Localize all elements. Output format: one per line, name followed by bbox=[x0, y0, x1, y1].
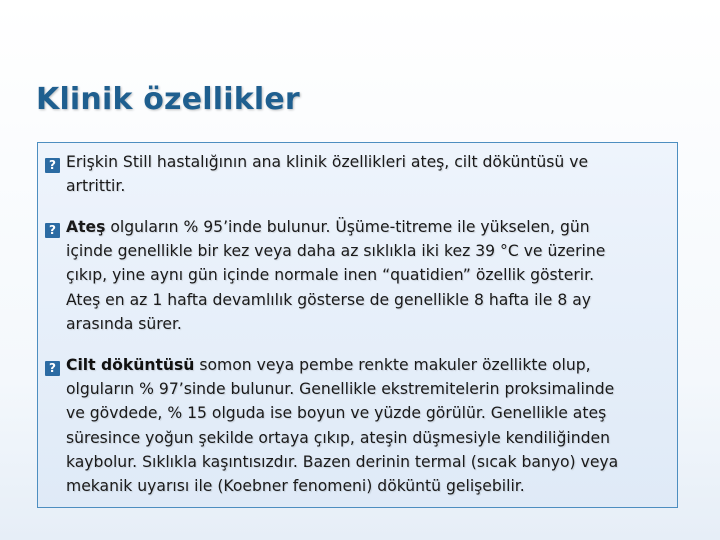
bullet-1 bbox=[45, 150, 669, 198]
bullet-2-keyword: Ateş bbox=[66, 218, 106, 236]
bullet-3-line-4: süresince yoğun şekilde ortaya çıkıp, ateşin düşmesiyle kendiliğinden bbox=[66, 428, 610, 447]
bullet-2-line-2: içinde genellikle bir kez veya daha az sıklıkla iki kez 39 °C ve üzerine bbox=[66, 242, 606, 261]
bullet-3-line-2: olguların % 97’sinde bulunur. Genellikle ekstremitelerin proksimalinde bbox=[66, 380, 615, 399]
bullet-marker-icon: ? bbox=[45, 361, 60, 376]
bullet-3-line-1: somon veya pembe renkte makuler özellikte olup, bbox=[194, 356, 591, 374]
bullet-marker-icon: ? bbox=[45, 223, 60, 238]
bullet-3-line-3: ve gövdede, % 15 olguda ise boyun ve yüzde görülür. Genellikle ateş bbox=[66, 404, 607, 423]
bullet-marker-icon: ? bbox=[45, 158, 60, 173]
bullet-2 bbox=[45, 215, 669, 336]
bullet-3-keyword: Cilt döküntüsü bbox=[66, 356, 195, 374]
bullet-2-line-5: arasında sürer. bbox=[66, 314, 182, 333]
bullet-3-line-6: mekanik uyarısı ile (Koebner fenomeni) döküntü gelişebilir. bbox=[66, 477, 525, 496]
bullet-1-line-2: artrittir. bbox=[66, 177, 126, 196]
bullet-2-line-3: çıkıp, yine aynı gün içinde normale inen “quatidien” özellik gösterir. bbox=[66, 266, 595, 285]
bullet-2-line-4: Ateş en az 1 hafta devamlılık gösterse de genellikle 8 hafta ile 8 ay bbox=[66, 290, 591, 309]
bullet-2-line-1: olguların % 95’inde bulunur. Üşüme-titreme ile yükselen, gün bbox=[105, 218, 590, 236]
content-box bbox=[37, 142, 678, 508]
bullet-1-line-1: Erişkin Still hastalığının ana klinik özellikleri ateş, cilt döküntüsü ve bbox=[66, 153, 589, 171]
bullet-3 bbox=[45, 353, 669, 498]
bullet-3-line-5: kaybolur. Sıklıkla kaşıntısızdır. Bazen derinin termal (sıcak banyo) veya bbox=[66, 452, 619, 471]
slide-title: Klinik özellikler bbox=[36, 82, 300, 117]
